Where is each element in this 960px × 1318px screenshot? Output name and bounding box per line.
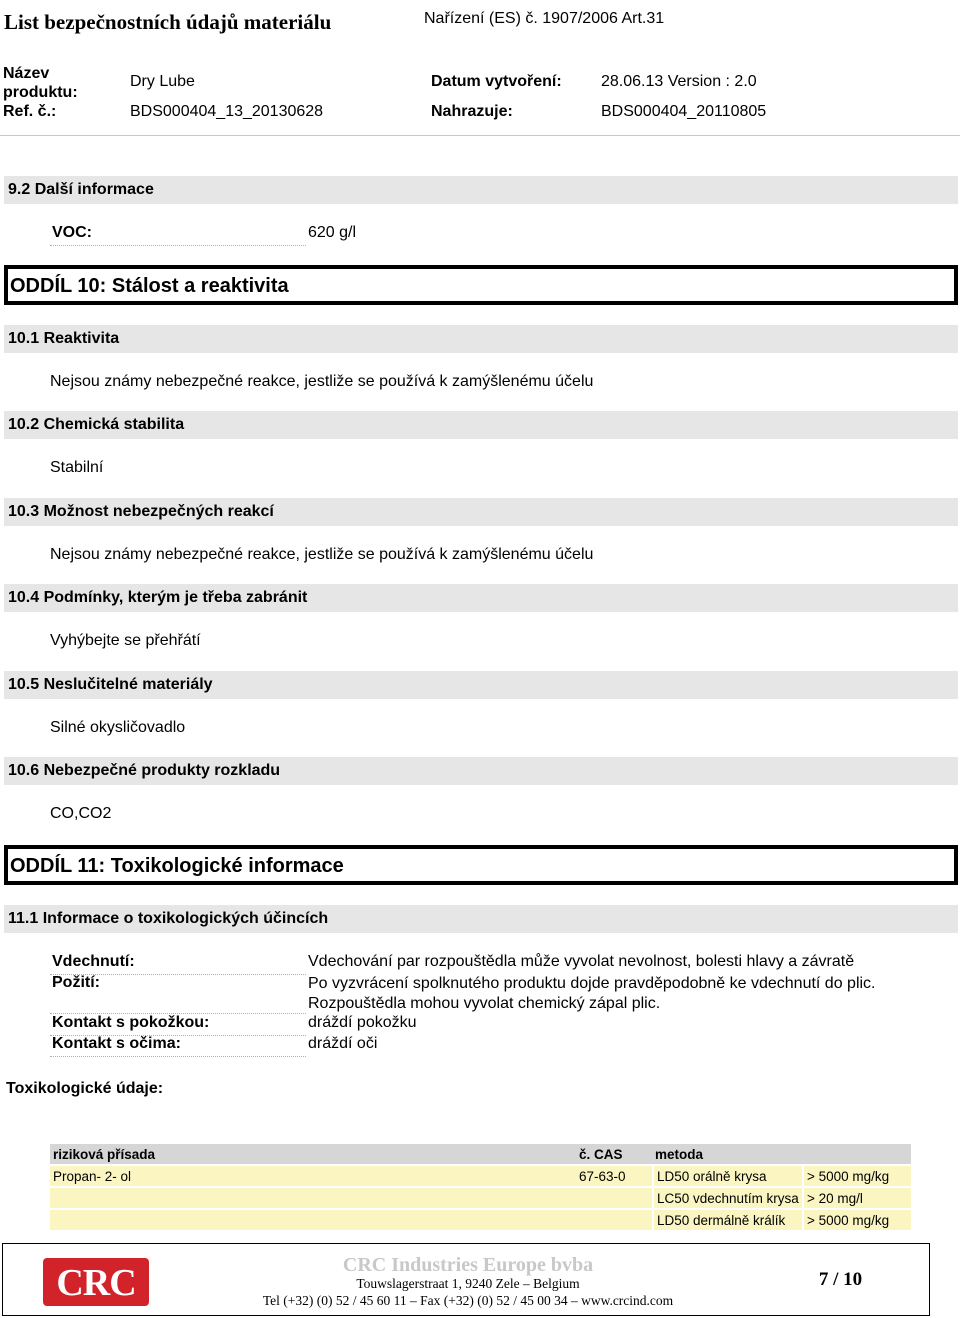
ingestion-value: Po vyzvrácení spolknutého produktu dojde pravděpodobně ke vdechnutí do plic. Rozpouštědla mohou vyvolat chemický zápal plic.: [308, 975, 876, 1012]
cell-ingredient: [50, 1188, 576, 1208]
subsection-11-1-title: 11.1 Informace o toxikologických účincích: [4, 905, 958, 933]
subsection-10-5-text: Silné okysličovadlo: [50, 719, 186, 736]
cell-value: > 5000 mg/kg: [802, 1210, 911, 1230]
replaces-label: Nahrazuje:: [431, 103, 513, 120]
subsection-10-2-text: Stabilní: [50, 459, 104, 476]
table-row: [50, 1210, 911, 1230]
table-row: [50, 1188, 911, 1208]
cell-cas: 67-63-0: [576, 1166, 652, 1186]
cell-method: LC50 vdechnutím krysa: [652, 1188, 802, 1208]
subsection-10-3-title: 10.3 Možnost nebezpečných reakcí: [4, 498, 958, 526]
cell-ingredient: Propan- 2- ol: [50, 1166, 576, 1186]
section-10-title: ODDÍL 10: Stálost a reaktivita: [4, 265, 958, 305]
product-name-label-line2: produktu:: [3, 84, 78, 101]
header-divider: [0, 135, 960, 136]
subsection-10-3-text: Nejsou známy nebezpečné reakce, jestliže se používá k zamýšlenému účelu: [50, 546, 594, 563]
table-header-row: [50, 1144, 911, 1164]
page-number: 7 / 10: [818, 1269, 863, 1290]
subsection-10-1-text: Nejsou známy nebezpečné reakce, jestliže se používá k zamýšlenému účelu: [50, 373, 594, 390]
eye-contact-value: dráždí oči: [308, 1035, 378, 1052]
inhalation-value: Vdechování par rozpouštědla může vyvolat nevolnost, bolesti hlavy a závratě: [308, 953, 855, 970]
column-header-ingredient: riziková přísada: [50, 1144, 576, 1164]
table-row: [50, 1166, 911, 1186]
company-name: CRC Industries Europe bvba: [342, 1254, 594, 1276]
cell-value: > 5000 mg/kg: [802, 1166, 911, 1186]
voc-label: VOC:: [50, 224, 306, 246]
skin-contact-label: Kontakt s pokožkou:: [50, 1014, 306, 1036]
product-name-value: Dry Lube: [130, 73, 195, 90]
subsection-10-1-title: 10.1 Reaktivita: [4, 325, 958, 353]
product-name-label: [3, 64, 78, 102]
eye-contact-label: Kontakt s očima:: [50, 1035, 306, 1057]
created-date-value: 28.06.13 Version : 2.0: [601, 73, 757, 90]
ingestion-label: Požití:: [50, 974, 306, 1014]
created-date-label: Datum vytvoření:: [431, 73, 562, 90]
cell-method: LD50 orálně krysa: [652, 1166, 802, 1186]
document-title: List bezpečnostních údajů materiálu: [4, 10, 332, 34]
crc-logo-text: CRC: [56, 1262, 136, 1304]
product-name-label-line1: Název: [3, 65, 50, 82]
crc-logo: [43, 1258, 149, 1306]
cell-method: LD50 dermálně králík: [652, 1210, 802, 1230]
toxicology-table: [50, 1142, 911, 1232]
column-header-method: metoda: [652, 1144, 911, 1164]
ref-number-label: Ref. č.:: [3, 103, 57, 120]
toxicological-data-label: Toxikologické údaje:: [6, 1080, 164, 1097]
cell-cas: [576, 1210, 652, 1230]
company-address: Touwslagerstraat 1, 9240 Zele – Belgium: [356, 1276, 580, 1291]
company-contact: Tel (+32) (0) 52 / 45 60 11 – Fax (+32) (0) 52 / 45 00 34 – www.crcind.com: [262, 1293, 674, 1308]
subsection-10-2-title: 10.2 Chemická stabilita: [4, 411, 958, 439]
subsection-10-5-title: 10.5 Neslučitelné materiály: [4, 671, 958, 699]
section-11-title: ODDÍL 11: Toxikologické informace: [4, 845, 958, 885]
subsection-10-4-title: 10.4 Podmínky, kterým je třeba zabránit: [4, 584, 958, 612]
skin-contact-value: dráždí pokožku: [308, 1014, 417, 1031]
page-footer: [2, 1243, 930, 1316]
subsection-9-2-title: 9.2 Další informace: [4, 176, 958, 204]
regulation-reference: Nařízení (ES) č. 1907/2006 Art.31: [424, 10, 665, 27]
column-header-cas: č. CAS: [576, 1144, 652, 1164]
cell-ingredient: [50, 1210, 576, 1230]
subsection-10-4-text: Vyhýbejte se přehřátí: [50, 632, 201, 649]
cell-cas: [576, 1188, 652, 1208]
voc-value: 620 g/l: [308, 224, 357, 241]
subsection-10-6-text: CO,CO2: [50, 805, 112, 822]
subsection-10-6-title: 10.6 Nebezpečné produkty rozkladu: [4, 757, 958, 785]
replaces-value: BDS000404_20110805: [601, 103, 767, 120]
inhalation-label: Vdechnutí:: [50, 953, 306, 975]
ref-number-value: BDS000404_13_20130628: [130, 103, 324, 120]
cell-value: > 20 mg/l: [802, 1188, 911, 1208]
